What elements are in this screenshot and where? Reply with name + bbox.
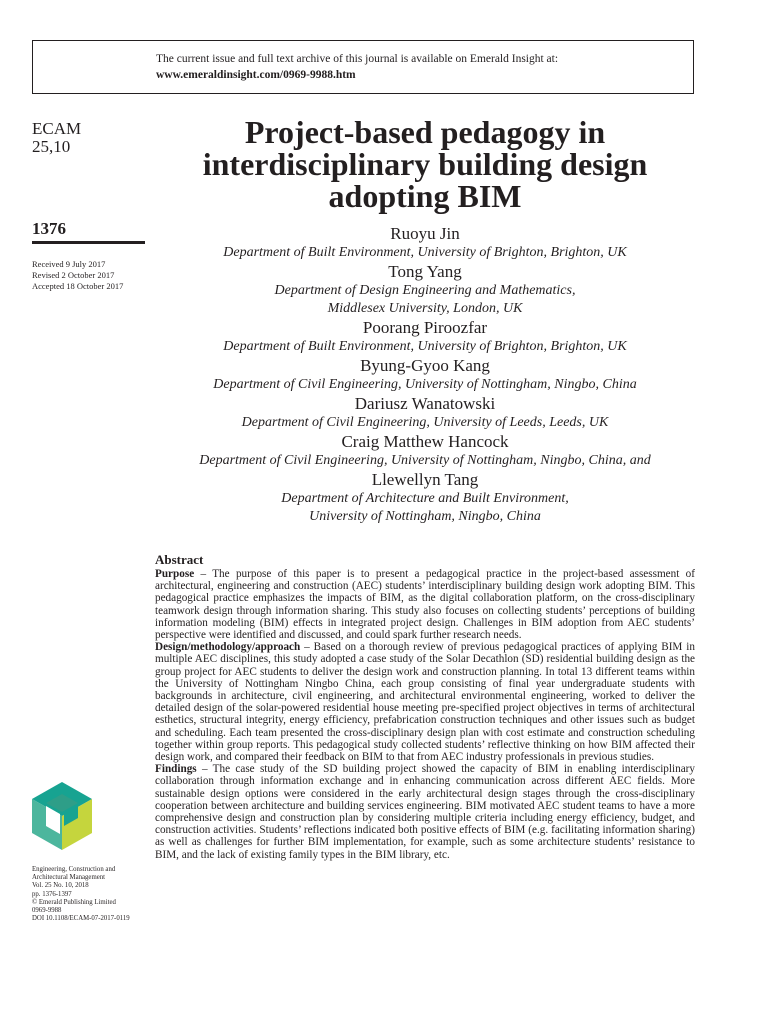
journal-code-block — [32, 120, 81, 156]
volume-issue: 25,10 — [32, 137, 71, 156]
imprint-line: pp. 1376-1397 — [32, 890, 72, 898]
section-text: – Based on a thorough review of previous pedagogical practices of applying BIM in multiple AEC disciplines, this study adopted a case study of the Solar Decathlon (SD) residential building design as the group project for AEC students to deliver the design work and construction planning. In total 13 different teams within the University of Nottingham Ningbo China, each group consisting of final year undergraduate students with backgrounds in architecture, civil engineering, and architectural environmental engineering, worked to deliver the detailed design of the solar-powered residential house meeting pre-specified project objectives in terms of architectural esthetics, structural integrity, energy efficiency, prefabrication construction techniques and other issues such as budget and scheduling. Each team presented the cross-disciplinary design plan with cost estimate and construction scheduling together within group reports. This pedagogical study collected students’ reflective thinking on how BIM affected their design work, and compared their feedback on BIM to that from AEC industry professionals in previous studies. — [155, 641, 695, 764]
journal-code: ECAM — [32, 119, 82, 138]
abstract-purpose — [155, 568, 695, 641]
author-name: Dariusz Wanatowski — [354, 394, 496, 413]
author-name: Llewellyn Tang — [371, 470, 479, 489]
author-name: Byung-Gyoo Kang — [360, 356, 490, 375]
author-affiliation: University of Nottingham, Ningbo, China — [309, 509, 541, 524]
author-affiliation: Department of Civil Engineering, University of Nottingham, Ningbo, China — [213, 377, 637, 392]
imprint-line: Architectural Management — [32, 874, 106, 882]
page-number-rule — [32, 241, 145, 244]
title-line: interdisciplinary building design — [202, 146, 648, 182]
section-text: – The purpose of this paper is to present a pedagogical practice in the project-based assessment of architectural, engineering and construction (AEC) students’ interdisciplinary building design work adopting BIM. This pedagogical practice emphasizes the impacts of BIM, as the digital collaboration platform, on the cross-disciplinary teamwork design through information sharing. This study also focuses on collecting students’ perceptions of building information modeling (BIM) effects in integrated project design. Challenges in BIM adoption from AEC students’ perspective were identified and discussed, and could spark further research needs. — [155, 568, 695, 642]
access-text: The current issue and full text archive of this journal is available on Emerald Insight at: — [156, 53, 559, 65]
author-name: Poorang Piroozfar — [362, 318, 488, 337]
page-number: 1376 — [32, 219, 66, 238]
history-dates — [32, 259, 123, 292]
imprint — [32, 866, 130, 923]
abstract-heading: Abstract — [155, 552, 204, 567]
crossref-logo-icon — [32, 782, 92, 850]
author-affiliation: Department of Civil Engineering, University of Nottingham, Ningbo, China, and — [199, 453, 651, 468]
section-label: Findings — [155, 763, 197, 776]
title-line: Project-based pedagogy in — [244, 114, 606, 150]
author-affiliation: Department of Civil Engineering, University of Leeds, Leeds, UK — [241, 415, 609, 430]
abstract — [155, 551, 695, 861]
author-affiliation: Department of Architecture and Built Environment, — [281, 491, 569, 506]
author-name: Ruoyu Jin — [390, 224, 460, 243]
received-date: Received 9 July 2017 — [32, 259, 106, 269]
author-affiliation: Department of Built Environment, University of Brighton, Brighton, UK — [223, 245, 627, 260]
author-affiliation: Department of Built Environment, University of Brighton, Brighton, UK — [223, 339, 627, 354]
title-line: adopting BIM — [328, 178, 522, 214]
section-text: – The case study of the SD building project showed the capacity of BIM in enabling interdisciplinary collaboration through information exchange and in enhancing communication across different AEC fields. More sustainable design options were considered in the early architectural design stages through the cross-disciplinary cooperation between architecture and building services engineering. BIM motivated AEC student teams to have a more comprehensive design and construction plan by considering multiple criteria including energy efficiency, budget, and construction activities. Students’ reflections indicated both positive effects of BIM (e.g. facilitating information sharing) as well as challenges for further BIM implementation, for example, such as some architecture students’ resistance to BIM, and the lack of existing family types in the BIM library, etc. — [155, 763, 695, 861]
abstract-findings — [155, 763, 695, 861]
section-label: Purpose — [155, 568, 195, 580]
imprint-line: © Emerald Publishing Limited — [32, 898, 116, 906]
author-affiliation: Middlesex University, London, UK — [327, 301, 523, 316]
paper-title — [155, 116, 695, 212]
imprint-line: Engineering, Construction and — [32, 866, 116, 873]
section-label: Design/methodology/approach — [155, 641, 301, 654]
imprint-line: 0969-9988 — [32, 907, 62, 915]
author-name: Craig Matthew Hancock — [341, 432, 509, 451]
abstract-design — [155, 641, 695, 763]
revised-date: Revised 2 October 2017 — [32, 270, 115, 280]
author-list — [155, 224, 695, 526]
journal-url[interactable]: www.emeraldinsight.com/0969-9988.htm — [156, 69, 356, 81]
author-name: Tong Yang — [388, 262, 462, 281]
accepted-date: Accepted 18 October 2017 — [32, 281, 124, 291]
imprint-line: Vol. 25 No. 10, 2018 — [32, 882, 89, 890]
author-affiliation: Department of Design Engineering and Mathematics, — [274, 283, 576, 298]
doi[interactable]: DOI 10.1108/ECAM-07-2017-0119 — [32, 915, 130, 923]
access-box — [32, 40, 694, 94]
